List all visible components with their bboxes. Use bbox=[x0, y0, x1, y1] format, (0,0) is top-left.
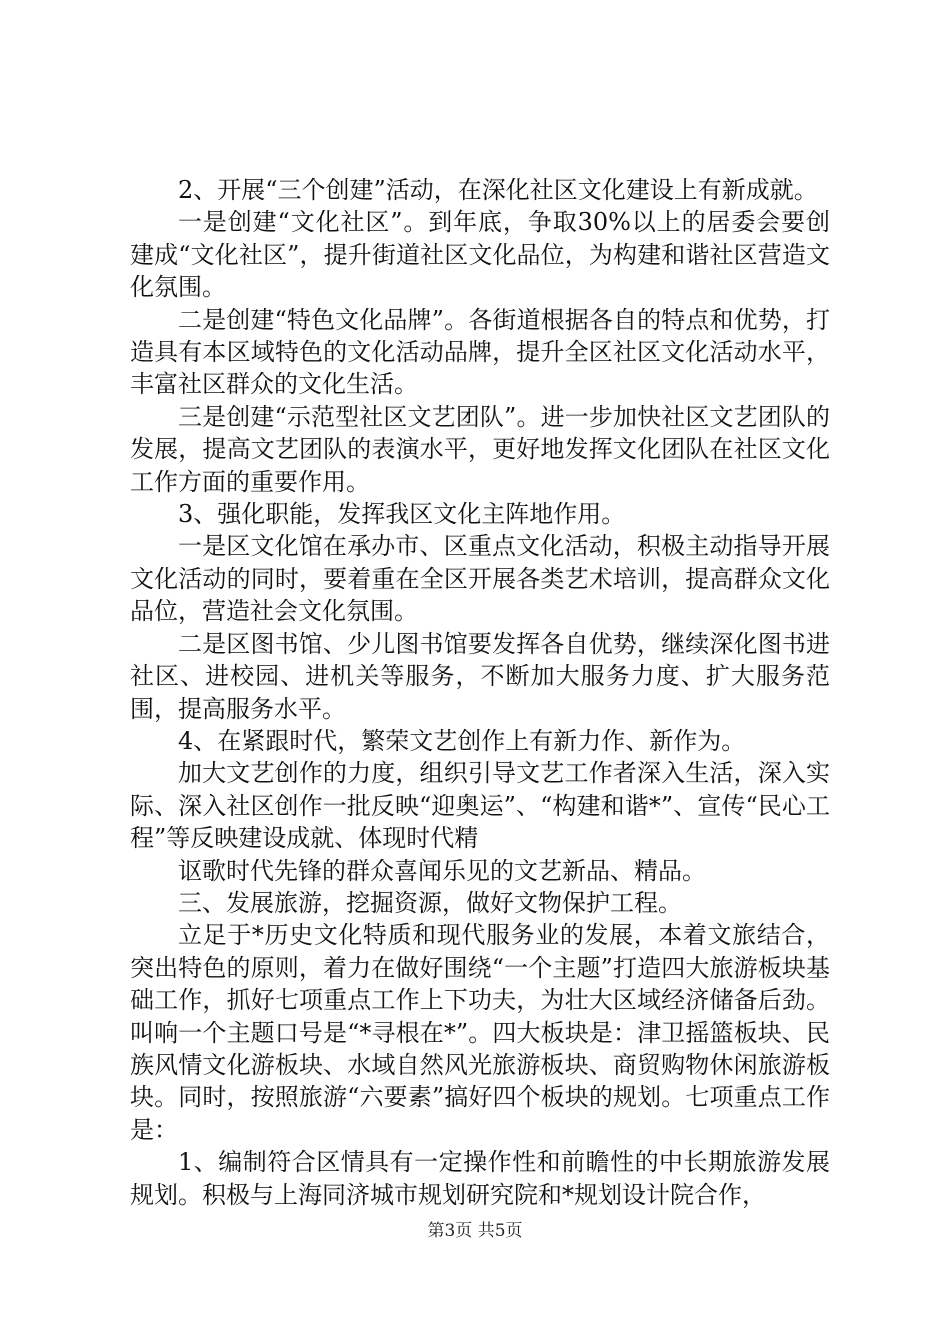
paragraph: 3、强化职能，发挥我区文化主阵地作用。 bbox=[178, 500, 626, 529]
paragraph: 三、发展旅游，挖掘资源，做好文物保护工程。 bbox=[178, 888, 682, 917]
document-body bbox=[130, 174, 830, 1211]
page-number: 第3页 共5页 bbox=[427, 1221, 523, 1241]
paragraph: 一是创建“文化社区”。到年底，争取30%以上的居委会要创建成“文化社区”，提升街道社区文化品位，为构建和谐社区营造文化氛围。 bbox=[130, 208, 830, 302]
paragraph: 立足于*历史文化特质和现代服务业的发展，本着文旅结合，突出特色的原则，着力在做好围绕“一个主题”打造四大旅游板块基础工作，抓好七项重点工作上下功夫，为壮大区域经济储备后劲。叫响一个主题口号是“*寻根在*”。四大板块是：津卫摇篮板块、民族风情文化游板块、水域自然风光旅游板块、商贸购物休闲旅游板块。同时，按照旅游“六要素”搞好四个板块的规划。七项重点工作是： bbox=[130, 921, 830, 1144]
paragraph: 2、开展“三个创建”活动，在深化社区文化建设上有新成就。 bbox=[178, 176, 818, 204]
paragraph: 加大文艺创作的力度，组织引导文艺工作者深入生活，深入实际、深入社区创作一批反映“迎奥运”、“构建和谐*”、宣传“民心工程”等反映建设成就、体现时代精 bbox=[130, 759, 830, 853]
paragraph: 二是创建“特色文化品牌”。各街道根据各自的特点和优势，打造具有本区域特色的文化活动品牌，提升全区社区文化活动水平，丰富社区群众的文化生活。 bbox=[130, 305, 830, 399]
paragraph: 4、在紧跟时代，繁荣文艺创作上有新力作、新作为。 bbox=[178, 726, 746, 755]
paragraph: 二是区图书馆、少儿图书馆要发挥各自优势，继续深化图书进社区、进校园、进机关等服务，不断加大服务力度、扩大服务范围，提高服务水平。 bbox=[130, 629, 830, 723]
page-footer bbox=[0, 1216, 950, 1241]
paragraph: 一是区文化馆在承办市、区重点文化活动，积极主动指导开展文化活动的同时，要着重在全区开展各类艺术培训，提高群众文化品位，营造社会文化氛围。 bbox=[130, 532, 830, 626]
paragraph: 1、编制符合区情具有一定操作性和前瞻性的中长期旅游发展规划。积极与上海同济城市规划研究院和*规划设计院合作， bbox=[130, 1148, 830, 1209]
paragraph: 三是创建“示范型社区文艺团队”。进一步加快社区文艺团队的发展，提高文艺团队的表演水平，更好地发挥文化团队在社区文化工作方面的重要作用。 bbox=[130, 402, 830, 496]
paragraph: 讴歌时代先锋的群众喜闻乐见的文艺新品、精品。 bbox=[178, 856, 706, 885]
